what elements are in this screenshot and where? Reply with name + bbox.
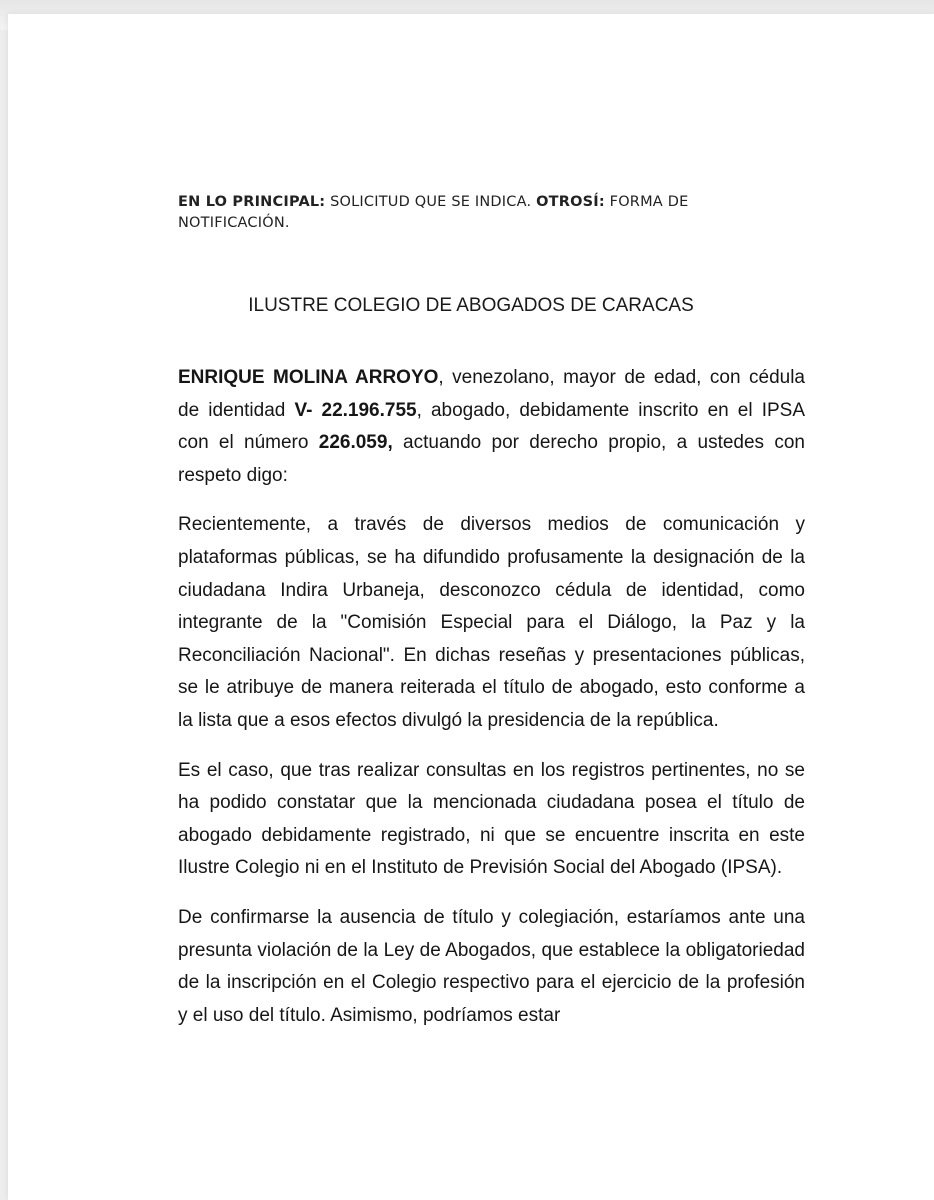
ipsa-number: 226.059,	[318, 432, 393, 454]
document-title: ILUSTRE COLEGIO DE ABOGADOS DE CARACAS	[248, 295, 694, 316]
intro-paragraph	[178, 362, 805, 492]
principal-label: EN LO PRINCIPAL:	[178, 194, 326, 210]
paragraph-3: De confirmarse la ausencia de título y colegiación, estaríamos ante una presunta violación de la Ley de Abogados, que establece la obligatoriedad de la inscripción en el Colegio respectivo para el ejercicio de la profesión y el uso del título. Asimismo, podríamos estar	[178, 906, 805, 1026]
paragraph-2: Es el caso, que tras realizar consultas en los registros pertinentes, no se ha podido constatar que la mencionada ciudadana posea el título de abogado debidamente registrado, ni que se encuentre inscrita en este Ilustre Colegio ni en el Instituto de Previsión Social del Abogado (IPSA).	[178, 759, 805, 879]
cedula-number: V- 22.196.755	[294, 399, 417, 421]
otrosi-text: FORMA DE NOTIFICACIÓN.	[178, 194, 689, 231]
author-name: ENRIQUE MOLINA ARROYO	[178, 367, 439, 388]
intro-text-1: , venezolano, mayor de edad, con cédula de identidad	[178, 367, 805, 421]
intro-text-3: actuando por derecho propio, a ustedes con respeto digo:	[178, 432, 805, 486]
intro-text-2: , abogado, debidamente inscrito en el IPSA con el número	[178, 399, 805, 454]
otrosi-label: OTROSÍ:	[536, 194, 605, 210]
paragraph-1: Recientemente, a través de diversos medios de comunicación y plataformas públicas, se ha difundido profusamente la designación de la ciudadana Indira Urbaneja, desconozco cédula de identidad, como integrante de la "Comisión Especial para el Diálogo, la Paz y la Reconciliación Nacional". En dichas reseñas y presentaciones públicas, se le atribuye de manera reiterada el título de abogado, esto conforme a la lista que a esos efectos divulgó la presidencia de la república.	[178, 514, 805, 731]
document-header	[178, 192, 738, 234]
principal-text: SOLICITUD QUE SE INDICA.	[325, 194, 537, 210]
document-body	[178, 362, 805, 1049]
document-page	[8, 14, 934, 1200]
